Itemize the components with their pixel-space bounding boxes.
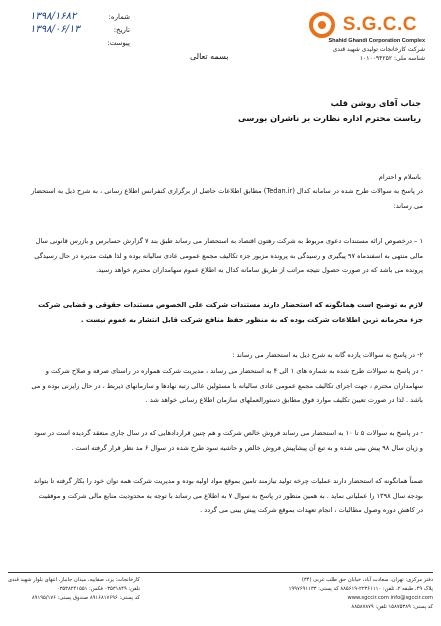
footer-postal: کد پستی: ۱۵۸۷۵۳۸۹ تلفن: ۸۸۵۸۷۸۷۹ xyxy=(351,604,433,610)
footer-web: www.sgccir.com info@sgccir.com xyxy=(347,595,433,601)
attachment-row xyxy=(30,36,130,49)
logo-wordmark: S.G.C.C xyxy=(342,14,417,35)
footer-divider xyxy=(8,572,433,573)
number-value: ۱۳۹۸/۱۶۸۲ xyxy=(30,11,77,22)
footer-address-1: دفتر مرکزی: تهران، سعادت آباد، خیابان حق طلب غربی (۳۴) xyxy=(301,577,433,583)
paragraph-note-bold: لازم به توضیح است همانگونه که استحضار دارند مستندات شرکت علی الخصوص مستندات حقوقی و قضایی شرکت جزء محرمانه ترین اطلاعات شرکت بوده که به منظور حفظ منافع شرکت قابل انتشار به عموم نیست . xyxy=(38,301,423,324)
paragraph-answers-5-10: - در پاسخ به سوالات ۵ تا ۱۰ به استحضار می رساند فروش خالص شرکت و هم چنین قراردادهایی که در سال جاری منعقد گردیده است در سود و زیان سال ۹۸ پیش بینی شده و به تبع آن پیشاپیش فروش خالص و حاشیه سود طرح شده در سوال ۶ مد نظر قرار گرفته است . xyxy=(33,429,423,452)
date-row xyxy=(30,23,130,36)
national-id: شناسه ملی: ۱۰۱۰۰۹۴۲۵۲ xyxy=(359,55,425,62)
paragraph-closing: ضمناً همانگونه که استحضار دارند عملیات چرخه تولید نیازمند تامین بموقع مواد اولیه بوده و مدیریت شرکت همه توان خود را بکار گرفته تا بتواند بودجه سال ۱۳۹۸ را عملیاتی نماید . به همین منظور در پاسخ به سوال ۷ به اطلاع می رساند با توجه به محدودیت منابع مالی شرکت و موفقیت در کاهش دوره وصول مطالبات ، انجام تعهدات بموقع شرکت پیش بینی می گردد . xyxy=(33,477,423,514)
footer-factory-address: کارخانجات: یزد، صفاییه، میدان جانباز، انتهای بلوار شهید قندی xyxy=(8,577,140,583)
footer-address-2: پلاک ۴۹، طبقه ۲، تلفن: ۲۲۳۶۱۱۱۰-۸۸۵۶۱۹ کد پستی: ۱۹۹۷۶۹۱۱۳۳ xyxy=(288,586,433,592)
footer-head-office xyxy=(289,576,433,612)
letter-meta xyxy=(30,10,130,49)
paragraph-answers-1-4: - در پاسخ به سوالات طرح شده به شماره های ۱ الی ۴ به استحضار می رساند ، مدیریت شرکت همواره در راستای صرفه و صلاح شرکت و سهامداران محترم ، جهت اجرای تکالیف مجمع عمومی عادی سالیانه با مسئولین عالی رتبه نهادها و سازمانهای ذیربط ، در حال رایزنی بوده و می باشد . لذا در صورت تعیین تکلیف موارد فوق مطابق دستورالعملهای سازمان اطلاع رسانی خواهد شد . xyxy=(31,367,423,404)
intro-paragraph: در پاسخ به سوالات طرح شده در سامانه کدال (Tedan.ir) مطابق اطلاعات حاصل از برگزاری کنفرانس اطلاع رسانی ، به شرح ذیل به استحضار می رساند: xyxy=(31,187,423,210)
footer-factory-postal: کد پستی: ۸۹۱۶۸۱۷۶۹۶ صندوق پستی: ۸۹۱۹۵/۱۷۶ xyxy=(31,595,140,601)
recipient-block xyxy=(31,96,421,126)
footer-factory xyxy=(8,576,140,603)
basmala: بسمه تعالی xyxy=(190,52,229,61)
company-name-en: Shahid Ghandi Corporation Complex xyxy=(328,38,425,44)
company-name-fa: شرکت کارخانجات تولیدی شهید قندی xyxy=(332,46,425,53)
attachment-label: پیوست: xyxy=(107,38,130,47)
recipient-title: ریاست محترم اداره نظارت بر ناشران بورسی xyxy=(237,113,421,123)
greeting: باسلام و احترام xyxy=(378,173,421,181)
number-label: شماره: xyxy=(108,12,130,21)
spiral-logo-icon xyxy=(309,12,335,38)
date-value: ۱۳۹۸/۰۶/۱۳ xyxy=(30,24,80,35)
company-logo xyxy=(297,12,427,64)
paragraph-1: ۱ – درخصوص ارائه مستندات دعوی مربوط به شرکت رهتون اقتصاد به استحضار می رساند طبق بند ۷ گزارش حسابرس و بازرس قانونی سال مالی منتهی به اسفندماه ۹۷ پیگیری و رسیدگی به پرونده مزبور جزء تکالیف مجمع عمومی عادی سالیانه بوده و لذا هیئت مدیره در حال رسیدگی پرونده می باشد که در صورت حصول نتیجه مراتب از طریق سامانه کدال به اطلاع عموم سهامداران محترم خواهد رسید. xyxy=(34,237,423,274)
number-row xyxy=(30,10,130,23)
footer-factory-phone: تلفن: ۰۳۵۳۱۸۴۹ فکس: ۰۳۵۳۸۲۴۱۵۵۱ xyxy=(56,586,140,592)
date-label: تاریخ: xyxy=(113,25,130,34)
recipient-name: جناب آقای روشن قلب xyxy=(330,98,421,108)
paragraph-2-heading: ۲- در پاسخ به سوالات یازده گانه به شرح ذیل به استحضار می رساند : xyxy=(232,351,423,359)
